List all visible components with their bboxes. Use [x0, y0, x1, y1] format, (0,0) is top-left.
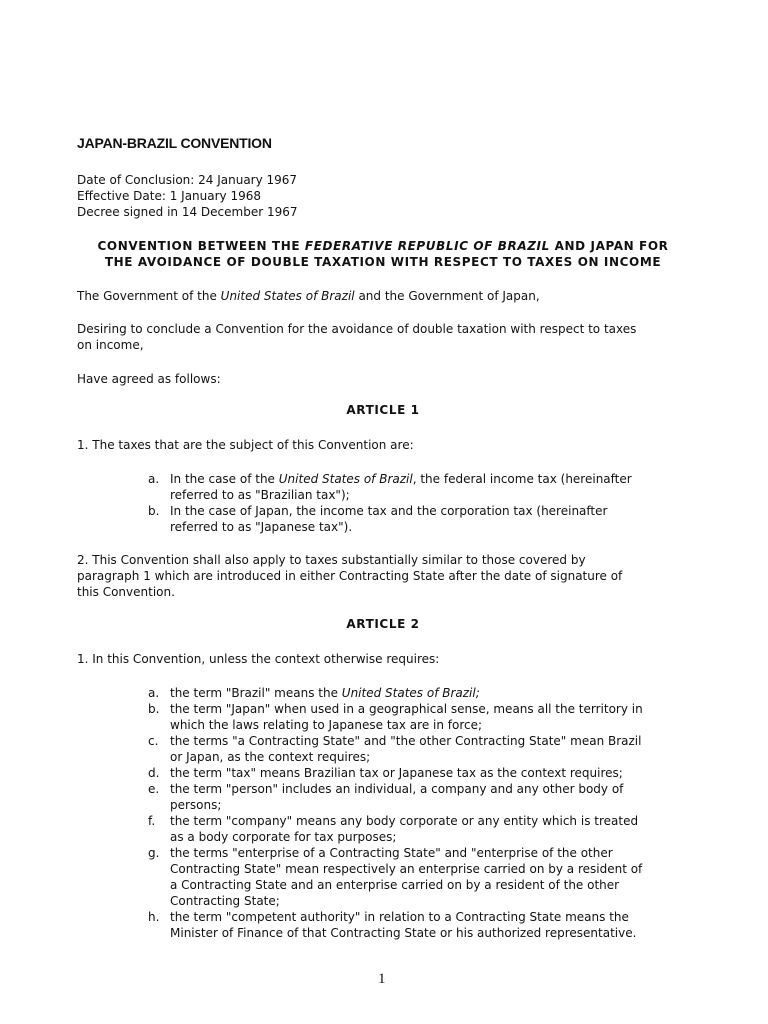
- list-item: d. the term "tax" means Brazilian tax or Japanese tax as the context requires;: [148, 766, 623, 780]
- list-item: b. the term "Japan" when used in a geographical sense, means all the territory in which the laws relating to Japanese tax are in force;: [148, 702, 643, 732]
- document-meta: [77, 172, 298, 220]
- article-2-paragraph-1: 1. In this Convention, unless the context otherwise requires:: [77, 652, 440, 666]
- effective-date: Effective Date: 1 January 1968: [77, 189, 262, 203]
- convention-heading-line-1: CONVENTION BETWEEN THE FEDERATIVE REPUBLIC OF BRAZIL AND JAPAN FOR: [97, 239, 669, 253]
- list-item: b. In the case of Japan, the income tax and the corporation tax (hereinafter referred to as "Japanese tax").: [148, 504, 608, 534]
- article-1-paragraph-1: 1. The taxes that are the subject of this Convention are:: [77, 438, 414, 452]
- document-title: JAPAN-BRAZIL CONVENTION: [77, 135, 272, 151]
- list-item: g. the terms "enterprise of a Contracting State" and "enterprise of the other Contracting State" mean respectively an enterprise carried on by a resident of a Contracting State and an enterprise carried on by a resident of the other Contracting State;: [148, 846, 643, 908]
- list-item: a. In the case of the United States of Brazil, the federal income tax (hereinafter referred to as "Brazilian tax");: [148, 472, 632, 502]
- decree-date: Decree signed in 14 December 1967: [77, 205, 298, 219]
- list-item: h. the term "competent authority" in relation to a Contracting State means the Minister of Finance of that Contracting State or his authorized representative.: [148, 910, 637, 940]
- list-item: e. the term "person" includes an individual, a company and any other body of persons;: [148, 782, 624, 812]
- article-2-heading: ARTICLE 2: [346, 617, 420, 631]
- convention-heading-line-2: THE AVOIDANCE OF DOUBLE TAXATION WITH RESPECT TO TAXES ON INCOME: [104, 255, 662, 269]
- list-item: a. the term "Brazil" means the United States of Brazil;: [148, 686, 480, 700]
- preamble-desiring: Desiring to conclude a Convention for the avoidance of double taxation with respect to taxes on income,: [77, 322, 637, 352]
- article-1-paragraph-2: 2. This Convention shall also apply to taxes substantially similar to those covered by paragraph 1 which are introduced in either Contracting State after the date of signature of this Convention.: [77, 553, 623, 599]
- convention-heading: [77, 238, 689, 270]
- preamble-governments: The Government of the United States of Brazil and the Government of Japan,: [77, 289, 540, 303]
- page-number: 1: [378, 971, 386, 987]
- article-1-heading: ARTICLE 1: [346, 403, 420, 417]
- article-2-list: [148, 685, 689, 941]
- preamble-agreed: Have agreed as follows:: [77, 372, 221, 386]
- article-1-list: [148, 471, 689, 535]
- list-item: c. the terms "a Contracting State" and "the other Contracting State" mean Brazil or Japan, as the context requires;: [148, 734, 642, 764]
- document-page: [77, 0, 689, 1024]
- date-of-conclusion: Date of Conclusion: 24 January 1967: [77, 173, 298, 187]
- list-item: f. the term "company" means any body corporate or any entity which is treated as a body corporate for tax purposes;: [148, 814, 639, 844]
